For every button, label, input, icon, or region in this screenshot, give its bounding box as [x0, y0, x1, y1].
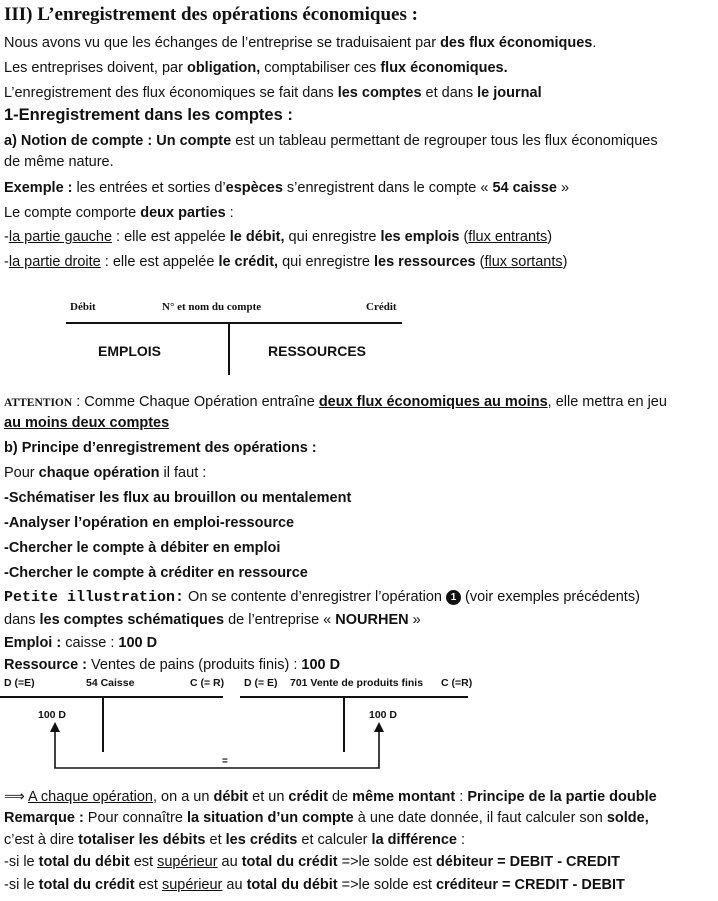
exemple-line: Exemple : les entrées et sorties d’espèces s’enregistrent dans le compte « 54 caisse » [4, 180, 570, 196]
paragraph-1: Nous avons vu que les échanges de l’entreprise se traduisaient par des flux économiques. [4, 35, 597, 51]
step-1: -Schématiser les flux au brouillon ou mentalement [4, 490, 352, 506]
notion-line-1: a) Notion de compte : Un compte est un tableau permettant de regrouper tous les flux économiques [4, 133, 658, 149]
parties-line: Le compte comporte deux parties : [4, 205, 234, 221]
partie-gauche-line: -la partie gauche : elle est appelée le débit, qui enregistre les emplois (flux entrants) [4, 229, 553, 245]
right-credit-label: C (=R) [441, 677, 473, 689]
section-title: III) L’enregistrement des opérations économiques : [4, 4, 418, 25]
right-amount: 100 D [369, 709, 398, 721]
principe-title: b) Principe d’enregistrement des opérations : [4, 440, 317, 456]
debit-label: Débit [70, 301, 96, 313]
attention-line-2: au moins deux comptes [4, 415, 170, 431]
double-arrow-icon: ⟹ [4, 789, 25, 805]
left-credit-label: C (= R) [190, 677, 225, 689]
emploi-line: Emploi : caisse : 100 D [4, 635, 158, 651]
up-arrow-right-icon [374, 722, 384, 732]
credit-label: Crédit [366, 301, 397, 313]
left-amount: 100 D [38, 709, 67, 721]
equals-sign: = [222, 756, 228, 767]
up-arrow-left-icon [50, 722, 60, 732]
ressources-cell: RESSOURCES [268, 343, 367, 359]
left-account-horizontal-line [0, 696, 223, 698]
right-debit-label: D (= E) [244, 677, 278, 689]
left-account-name: 54 Caisse [86, 677, 135, 689]
ressource-line: Ressource : Ventes de pains (produits finis) : 100 D [4, 657, 341, 673]
step-4: -Chercher le compte à créditer en ressource [4, 565, 308, 581]
account-name-label: N° et nom du compte [162, 301, 262, 313]
chaque-line: ⟹ A chaque opération, on a un débit et un crédit de même montant : Principe de la partie double [4, 789, 657, 805]
step-3: -Chercher le compte à débiter en emploi [4, 540, 281, 556]
t-account-horizontal-line [66, 322, 402, 324]
attention-line-1: ATTENTION : Comme Chaque Opération entraîne deux flux économiques au moins, elle mettra en jeu [4, 394, 667, 410]
step-2: -Analyser l’opération en emploi-ressource [4, 515, 295, 531]
dans-line: dans les comptes schématiques de l’entreprise « NOURHEN » [4, 612, 421, 628]
illustration-line: Petite illustration: On se contente d’enregistrer l’opération 1 (voir exemples précédents) [4, 589, 640, 606]
solde-debiteur-line: -si le total du débit est supérieur au total du crédit =>le solde est débiteur = DEBIT - CREDIT [4, 854, 621, 870]
partie-droite-line: -la partie droite : elle est appelée le crédit, qui enregistre les ressources (flux sortants) [4, 254, 568, 270]
emplois-cell: EMPLOIS [98, 343, 162, 359]
right-account-horizontal-line [240, 696, 468, 698]
solde-crediteur-line: -si le total du crédit est supérieur au total du débit =>le solde est créditeur = CREDIT - DEBIT [4, 877, 625, 893]
t-account-vertical-line [228, 323, 230, 375]
right-account-name: 701 Vente de produits finis [290, 677, 424, 689]
paragraph-2: Les entreprises doivent, par obligation, comptabiliser ces flux économiques. [4, 60, 508, 76]
number-one-badge: 1 [446, 590, 461, 605]
pour-line: Pour chaque opération il faut : [4, 465, 207, 481]
left-debit-label: D (=E) [4, 677, 35, 689]
cest-line: c’est à dire totaliser les débits et les crédits et calculer la différence : [4, 832, 466, 848]
paragraph-3: L’enregistrement des flux économiques se fait dans les comptes et dans le journal [4, 85, 542, 101]
subsection-title: 1-Enregistrement dans les comptes : [4, 106, 293, 124]
remarque-line: Remarque : Pour connaître la situation d’un compte à une date donnée, il faut calculer son solde, [4, 810, 649, 826]
equality-arrows [0, 718, 420, 774]
notion-line-2: de même nature. [4, 154, 114, 170]
